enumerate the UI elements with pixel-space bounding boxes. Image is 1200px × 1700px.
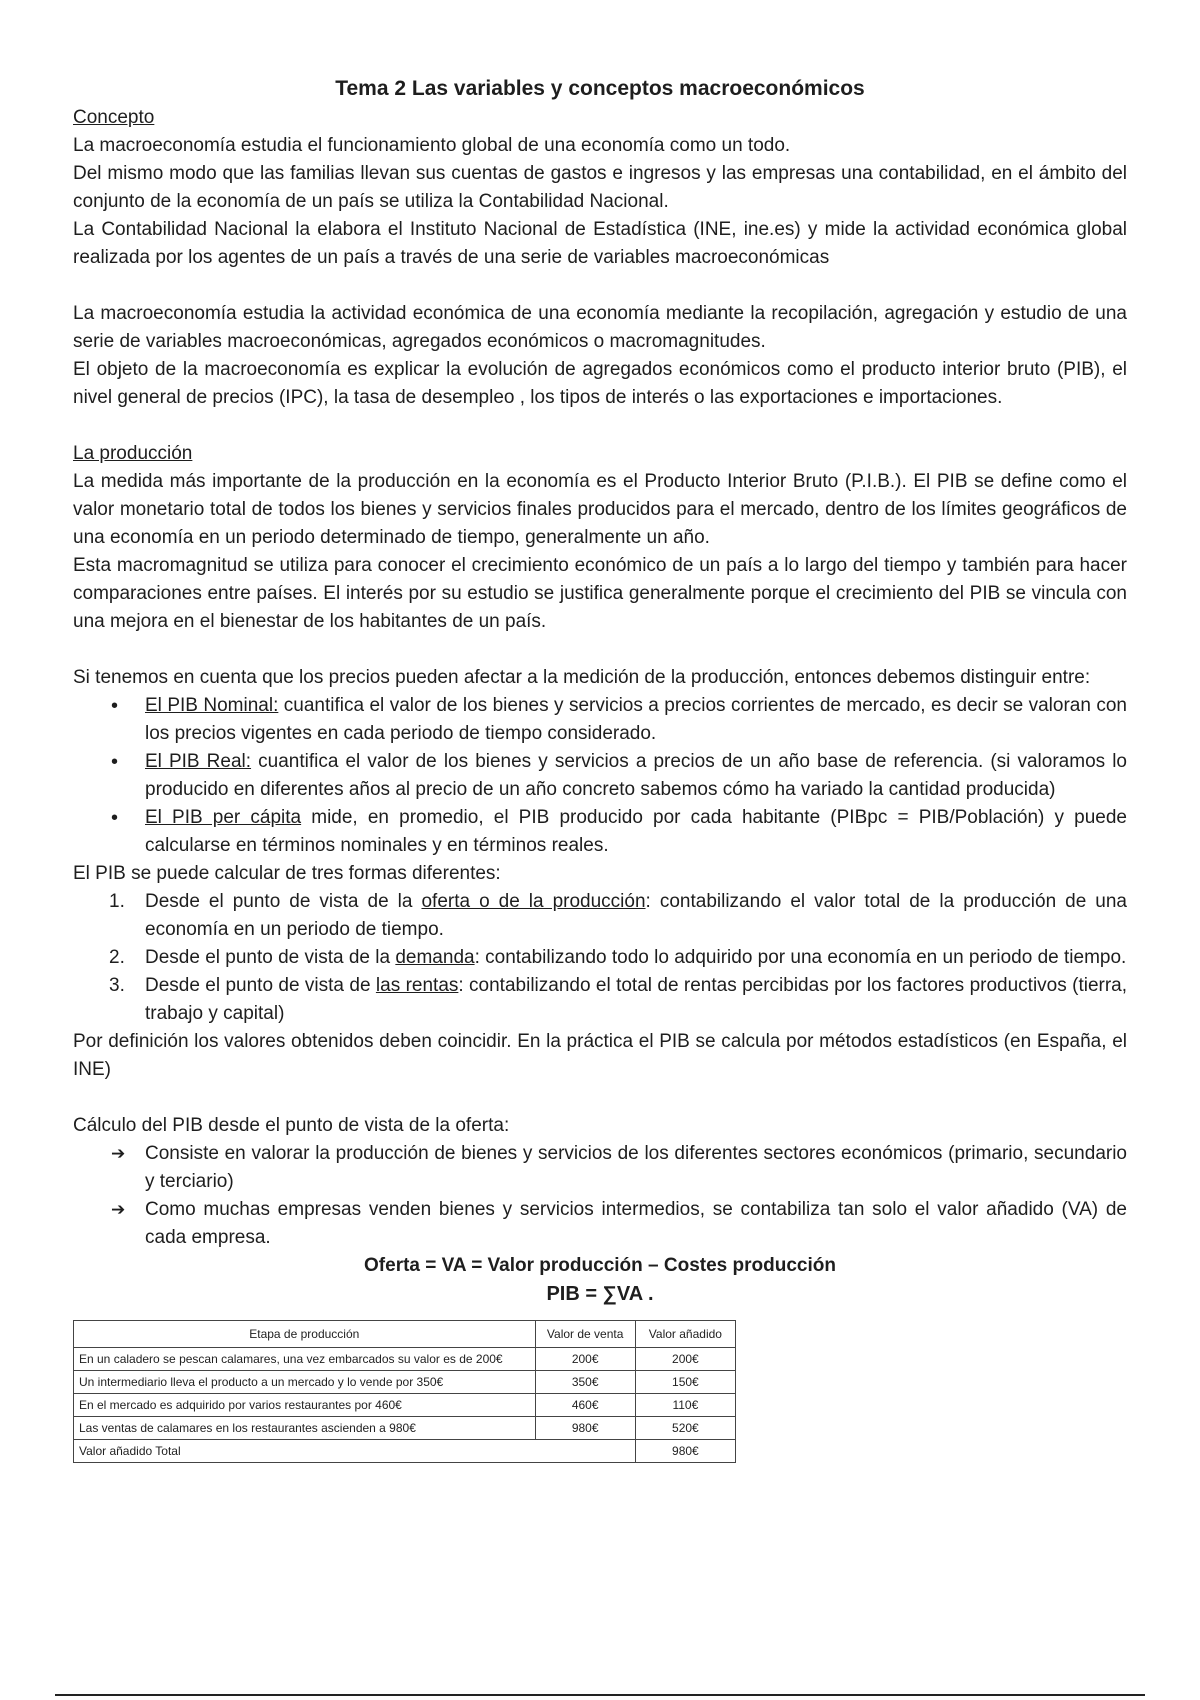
table-cell: 110€ [635,1394,735,1417]
term: demanda [395,947,475,968]
table-total-row [74,1440,736,1463]
list-item: • El PIB per cápita mide, en promedio, el PIB producido por cada habitante (PIBpc = PIB/Población) y puede calcularse en términos nominales y en términos reales. [145,804,1127,860]
term: El PIB per cápita [145,807,302,828]
paragraph: Del mismo modo que las familias llevan sus cuentas de gastos e ingresos y las empresas una contabilidad, en el ámbito del conjunto de la economía de un país se utiliza la Contabilidad Nacional. [73,163,1127,212]
section-heading-concepto: Concepto [73,107,155,128]
term: oferta o de la producción [421,891,646,912]
paragraph: Si tenemos en cuenta que los precios pueden afectar a la medición de la producción, entonces debemos distinguir entre: [73,667,1091,688]
list-item: 1. Desde el punto de vista de la oferta o de la producción: contabilizando el valor total de la producción de una economía en un periodo de tiempo. [109,891,1127,940]
list-item: 2. Desde el punto de vista de la demanda: contabilizando todo lo adquirido por una economía en un periodo de tiempo. [109,947,1127,968]
arrow-icon: ➔ [111,1200,126,1219]
term: El PIB Nominal: [145,695,279,716]
paragraph: Esta macromagnitud se utiliza para conocer el crecimiento económico de un país a lo largo del tiempo y también para hacer comparaciones entre países. El interés por su estudio se justifica generalmente porque el crecimiento del PIB se vincula con una mejora en el bienestar de los habitantes de un país. [73,555,1127,632]
list-item: • El PIB Nominal: cuantifica el valor de los bienes y servicios a precios corrientes de mercado, es decir se valoran con los precios vigentes en cada periodo de tiempo considerado. [145,692,1127,748]
table-cell: 520€ [635,1417,735,1440]
paragraph: La macroeconomía estudia el funcionamiento global de una economía como un todo. [73,135,791,156]
paragraph: Por definición los valores obtenidos deben coincidir. En la práctica el PIB se calcula por métodos estadísticos (en España, el INE) [73,1031,1127,1080]
paragraph: El objeto de la macroeconomía es explicar la evolución de agregados económicos como el producto interior bruto (PIB), el nivel general de precios (IPC), la tasa de desempleo , los tipos de interés o las exportaciones e importaciones. [73,359,1127,408]
section-heading-produccion: La producción [73,443,193,464]
table-cell: 150€ [635,1371,735,1394]
table-cell: Las ventas de calamares en los restaurantes ascienden a 980€ [74,1417,536,1440]
total-label: Valor añadido Total [74,1440,636,1463]
paragraph: Cálculo del PIB desde el punto de vista de la oferta: [73,1115,510,1136]
list-item: ➔ Consiste en valorar la producción de bienes y servicios de los diferentes sectores económicos (primario, secundario y terciario) [145,1140,1127,1196]
column-header: Valor de venta [535,1321,635,1348]
table-cell: 200€ [535,1348,635,1371]
table-cell: 200€ [635,1348,735,1371]
value-added-table [73,1320,736,1463]
pib-types-list [73,692,1127,860]
table-row [74,1371,736,1394]
footer-divider [55,1694,1145,1696]
table-row [74,1348,736,1371]
oferta-list [73,1140,1127,1252]
paragraph: El PIB se puede calcular de tres formas diferentes: [73,863,501,884]
table-cell: 350€ [535,1371,635,1394]
formula-oferta: Oferta = VA = Valor producción – Costes producción [364,1255,836,1276]
column-header: Etapa de producción [74,1321,536,1348]
list-item: ➔ Como muchas empresas venden bienes y servicios intermedios, se contabiliza tan solo el valor añadido (VA) de cada empresa. [145,1196,1127,1252]
list-item: 3. Desde el punto de vista de las rentas: contabilizando el total de rentas percibidas por los factores productivos (tierra, trabajo y capital) [109,975,1128,1024]
arrow-icon: ➔ [111,1144,126,1163]
paragraph: La Contabilidad Nacional la elabora el Instituto Nacional de Estadística (INE, ine.es) y mide la actividad económica global realizada por los agentes de un país a través de una serie de variables macroeconómicas [73,219,1127,268]
table-cell: En un caladero se pescan calamares, una vez embarcados su valor es de 200€ [74,1348,536,1371]
total-value: 980€ [635,1440,735,1463]
paragraph: La macroeconomía estudia la actividad económica de una economía mediante la recopilación, agregación y estudio de una serie de variables macroeconómicas, agregados económicos o macromagnitudes. [73,303,1127,352]
table-cell: En el mercado es adquirido por varios restaurantes por 460€ [74,1394,536,1417]
list-item: • El PIB Real: cuantifica el valor de los bienes y servicios a precios de un año base de referencia. (si valoramos lo producido en diferentes años al precio de un año concreto sabemos cómo ha variado la cantidad producida) [145,748,1127,804]
formula-pib: PIB = ∑VA . [546,1283,654,1305]
table-cell: 980€ [535,1417,635,1440]
term: las rentas [375,975,459,996]
term: El PIB Real: [145,751,252,772]
pib-methods-list [73,888,1127,1028]
column-header: Valor añadido [635,1321,735,1348]
document-title: Tema 2 Las variables y conceptos macroeconómicos [335,77,865,100]
table-header-row [74,1321,736,1348]
table-cell: Un intermediario lleva el producto a un mercado y lo vende por 350€ [74,1371,536,1394]
table-row [74,1417,736,1440]
paragraph: La medida más importante de la producción en la economía es el Producto Interior Bruto (P.I.B.). El PIB se define como el valor monetario total de todos los bienes y servicios finales producidos para el mercado, dentro de los límites geográficos de una economía en un periodo determinado de tiempo, generalmente un año. [73,471,1127,548]
table-cell: 460€ [535,1394,635,1417]
document-page [73,74,1127,1463]
table-row [74,1394,736,1417]
